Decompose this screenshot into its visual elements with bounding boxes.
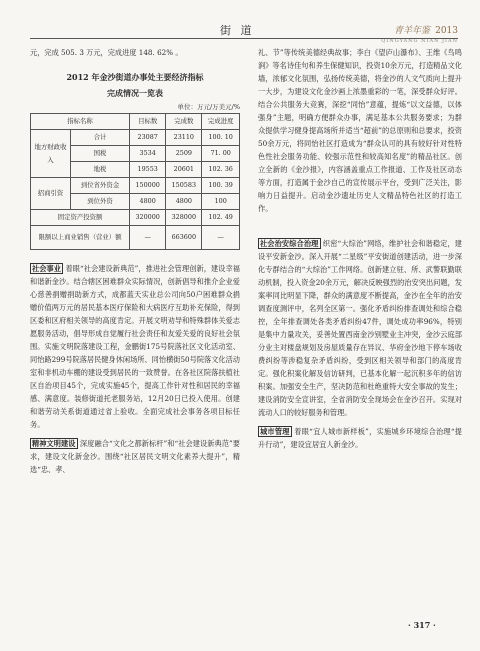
group-cell: 招商引资 — [31, 178, 71, 210]
name-cell: 地税 — [71, 162, 130, 178]
header-cell: 目标数 — [130, 114, 166, 130]
page-number: · 317 · — [408, 620, 436, 630]
table-row — [31, 178, 240, 194]
progress-cell: — — [202, 226, 240, 250]
name-cell: 到位省外资金 — [71, 178, 130, 194]
done-cell: 663600 — [166, 226, 202, 250]
done-cell: 328000 — [166, 210, 202, 226]
done-cell: 2509 — [166, 146, 202, 162]
progress-cell: 100 — [202, 194, 240, 210]
section-tag: 社会事业 — [32, 264, 62, 273]
section-title: 街 道 — [220, 24, 255, 37]
table-subtitle: 完成情况一览表 — [107, 88, 163, 98]
section-tag: 精神文明建设 — [32, 439, 76, 448]
progress-cell: 71. 00 — [202, 146, 240, 162]
target-cell: 4800 — [130, 194, 166, 210]
section-tag: 社会治安综合治理 — [260, 239, 319, 248]
left-column — [30, 46, 240, 476]
header-cell: 指标名称 — [31, 114, 130, 130]
table-row — [31, 226, 240, 250]
table-header-row — [31, 114, 240, 130]
page-header — [0, 0, 480, 50]
public-security-paragraph — [258, 237, 462, 419]
paragraph-text: 着眼“宜人城市新样板”，实施城乡环境综合治理“提升行动”，建设宜居宜人新金沙。 — [258, 427, 462, 449]
target-cell: 150000 — [130, 178, 166, 194]
table-row — [31, 210, 240, 226]
journal-pinyin: QINGYANG NIAN JIAN — [381, 38, 458, 44]
table-row — [31, 130, 240, 146]
group-cell: 限额以上商业销售（营业）额 — [31, 226, 130, 250]
journal-name: 青羊年鉴 — [393, 26, 430, 36]
target-cell: 23087 — [130, 130, 166, 146]
done-cell: 20601 — [166, 162, 202, 178]
progress-cell: 100. 39 — [202, 178, 240, 194]
right-column — [258, 46, 462, 451]
name-cell: 合计 — [71, 130, 130, 146]
header-cell: 完成数 — [166, 114, 202, 130]
paragraph-text: 着眼“社会建设新典范”，推进社会管理创新，建设幸福和谐新金沙。结合辖区困难群众实际情况，创新倡导和推介企业爱心慈善捐赠捐助新方式，成都蓝天实业总公司向50户困难群众捐赠价值两万元的居民基本医疗保险和大病医疗互助补充保险，得到区委和区府相关领导的高度肯定。开展文明劝导和特殊群体关爱志愿服务活动，倡导形成自觉履行社会责任和友爱关爱的良好社会氛围。实施文明院落建设工程，金鹏街175号院落社区文化活动室、同怡路299号院落居民健身休闲场所、同怡横街50号院落文化活动室和非机动车棚的建设受到居民的一致赞誉。在各社区院落扶植社区自治项目45个，完成实施45个，提高工作针对性和居民的幸福感、满意度。装修街道托老服务站，12月20日已投入使用。创建和谐劳动关系街道通过省上验收。全面完成社会事务各项目标任务。 — [30, 264, 240, 429]
progress-cell: 102. 36 — [202, 162, 240, 178]
table-unit: 单位：万元/万美元/% — [177, 103, 240, 111]
name-cell: 国税 — [71, 146, 130, 162]
header-cell: 完成进度 — [202, 114, 240, 130]
target-cell: 19553 — [130, 162, 166, 178]
paragraph-text: 深度融合“文化之都新标杆”和“社会建设新典范”要求，建设文化新金沙。围绕“社区居民文明文化素养大提升”，精选“忠、孝、 — [30, 439, 240, 474]
group-cell: 固定资产投资额 — [31, 210, 130, 226]
done-cell: 4800 — [166, 194, 202, 210]
progress-cell: 102. 49 — [202, 210, 240, 226]
urban-management-paragraph — [258, 425, 462, 451]
journal-masthead — [381, 18, 458, 44]
name-cell: 到位外资 — [71, 194, 130, 210]
journal-year: 2013 — [435, 26, 458, 36]
done-cell: 23110 — [166, 130, 202, 146]
section-tag: 城市管理 — [260, 427, 290, 436]
culture-paragraph: 礼、节”等传统美德经典故事；李白《望庐山瀑布》、王维《鸟鸣涧》等名诗佳句和养生保健知识，投资10余万元，打造精品文化墙，浓郁文化氛围，弘扬传统美德，将金沙的人文气质向上提升一大步，为建设文化金沙画上浓墨重彩的一笔，深受群众好评。结合公共服务大竞赛，深挖“同怡”意蕴，提炼“以文益德，以体强身”主题，明确方便群众办事，满足基本公共服务要求；为群众提供学习健身提高场所并适当“超前”的总原则和总要求，投资50余万元，将同怡社区打造成为“群众认可的具有较好针对性特色性社会服务功能、较强示范性和较高知名度”的精品社区。创立全新的《金沙报》，内容涵盖重点工作报道、工作及社区动态等方面，打造属于金沙自己的宣传展示平台，受到广泛关注，影响力日益提升。启动金沙遗址历史人文精品特色社区的打造工作。 — [258, 48, 462, 213]
spiritual-civilization-paragraph — [30, 437, 240, 476]
paragraph-text: 织密“大综治”网络，维护社会和谐稳定，建设平安新金沙。深入开展“二星级”平安街道创建活动，进一步深化专群结合的“大综治”工作网络。创新建立驻、所、武警联勤联动机制，投入资金20余万元，解决反映强烈的治安突出问题，发案率同比明显下降，群众的满意度不断提高，金沙在全年的治安调查度测评中，名列全区第一。强化矛盾纠纷排查调处和综合稳控，全年排查调处各类矛盾纠纷47件，调处成功率96%，特别是集中力量攻关，妥善处置西南金沙别墅业主冲突，金沙云庭部分业主对楼盘规划及房屋质量存在异议、华府金沙地下停车场收费纠纷等涉稳复杂矛盾纠纷，受到区相关领导和部门的高度肯定。强化积案化解及信访研判，已基本化解一起沉积多年的信访积案。加强安全生产，坚决防范和杜绝重特大安全事故的发生；建设消防安全宣讲室，全省消防安全现场会在金沙召开。实现对流动人口的较好服务和管理。 — [258, 239, 462, 417]
economic-indicators-table — [30, 113, 240, 250]
table-title: 2012 年金沙街道办事处主要经济指标 — [66, 72, 204, 82]
social-affairs-paragraph — [30, 262, 240, 431]
top-line: 元，完成 505. 3 万元，完成进度 148. 62% 。 — [30, 48, 183, 57]
group-cell: 地方财政收入 — [31, 130, 71, 178]
header-rule — [30, 38, 458, 39]
target-cell: — — [130, 226, 166, 250]
done-cell: 150583 — [166, 178, 202, 194]
target-cell: 320000 — [130, 210, 166, 226]
target-cell: 3534 — [130, 146, 166, 162]
progress-cell: 100. 10 — [202, 130, 240, 146]
